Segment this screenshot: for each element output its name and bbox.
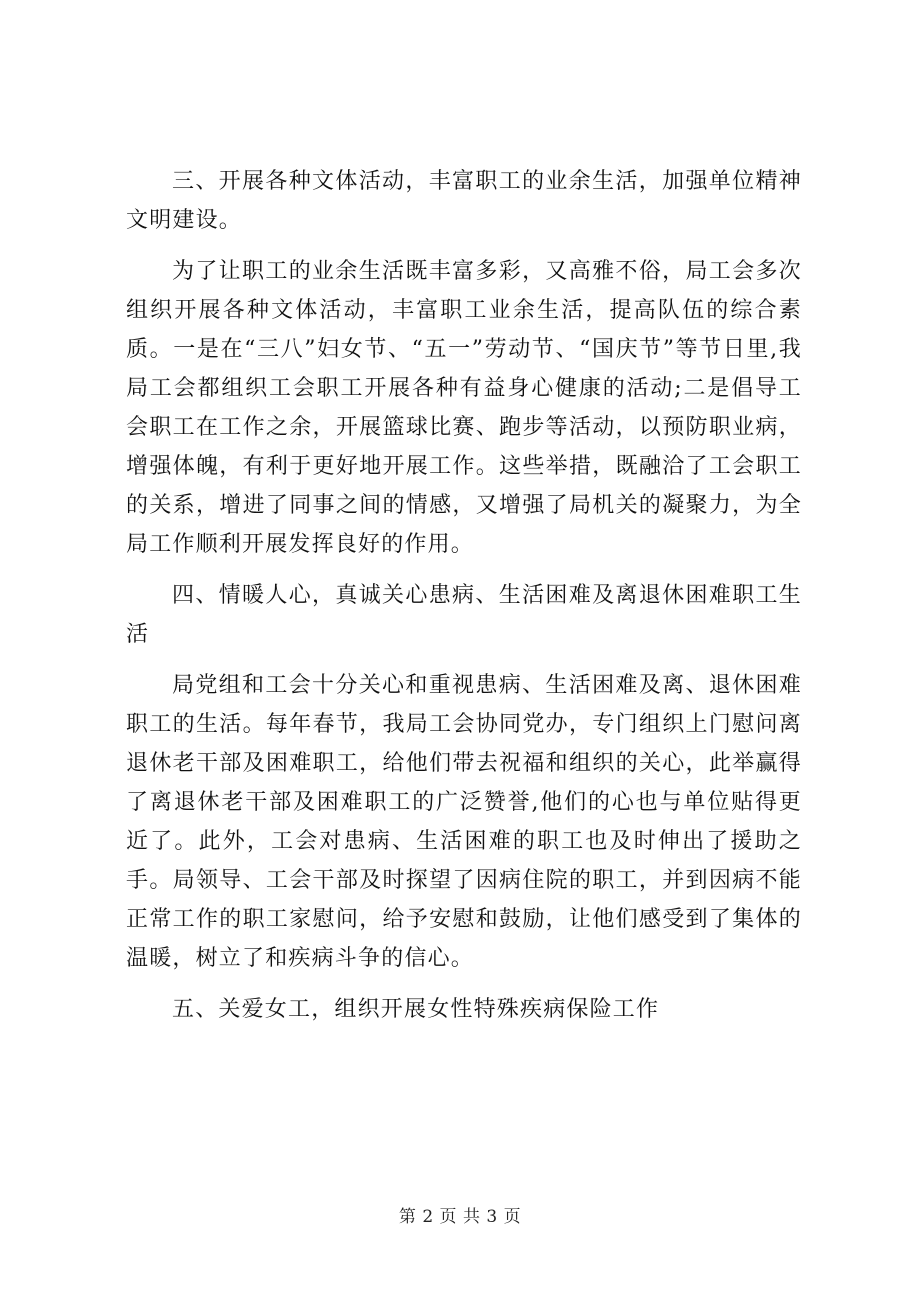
paragraph-care-for-staff: 局党组和工会十分关心和重视患病、生活困难及离、退休困难职工的生活。每年春节，我局工会协同党办，专门组织上门慰问离退休老干部及困难职工，给他们带去祝福和组织的关心，此举赢得了离退休老干部及困难职工的广泛赞誉,他们的心也与单位贴得更近了。此外，工会对患病、生活困难的职工也及时伸出了援助之手。局领导、工会干部及时探望了因病住院的职工，并到因病不能正常工作的职工家慰问，给予安慰和鼓励，让他们感受到了集体的温暖，树立了和疾病斗争的信心。 [126, 673, 802, 971]
page-number-label: 第 2 页 共 3 页 [398, 1207, 522, 1227]
section-heading-5: 五、关爱女工，组织开展女性特殊疾病保险工作 [172, 997, 660, 1022]
page-footer [0, 1202, 920, 1227]
document-body [126, 162, 802, 1029]
section-heading-3: 三、开展各种文体活动，丰富职工的业余生活，加强单位精神文明建设。 [126, 169, 802, 233]
paragraph-cultural-activities: 为了让职工的业余生活既丰富多彩，又高雅不俗，局工会多次组织开展各种文体活动，丰富职工业余生活，提高队伍的综合素质。一是在“三八”妇女节、“五一”劳动节、“国庆节”等节日里,我局工会都组织工会职工开展各种有益身心健康的活动;二是倡导工会职工在工作之余，开展篮球比赛、跑步等活动，以预防职业病，增强体魄，有利于更好地开展工作。这些举措，既融洽了工会职工的关系，增进了同事之间的情感，又增强了局机关的凝聚力，为全局工作顺利开展发挥良好的作用。 [126, 259, 802, 557]
section-heading-4: 四、情暖人心，真诚关心患病、生活困难及离退休困难职工生活 [126, 583, 802, 647]
